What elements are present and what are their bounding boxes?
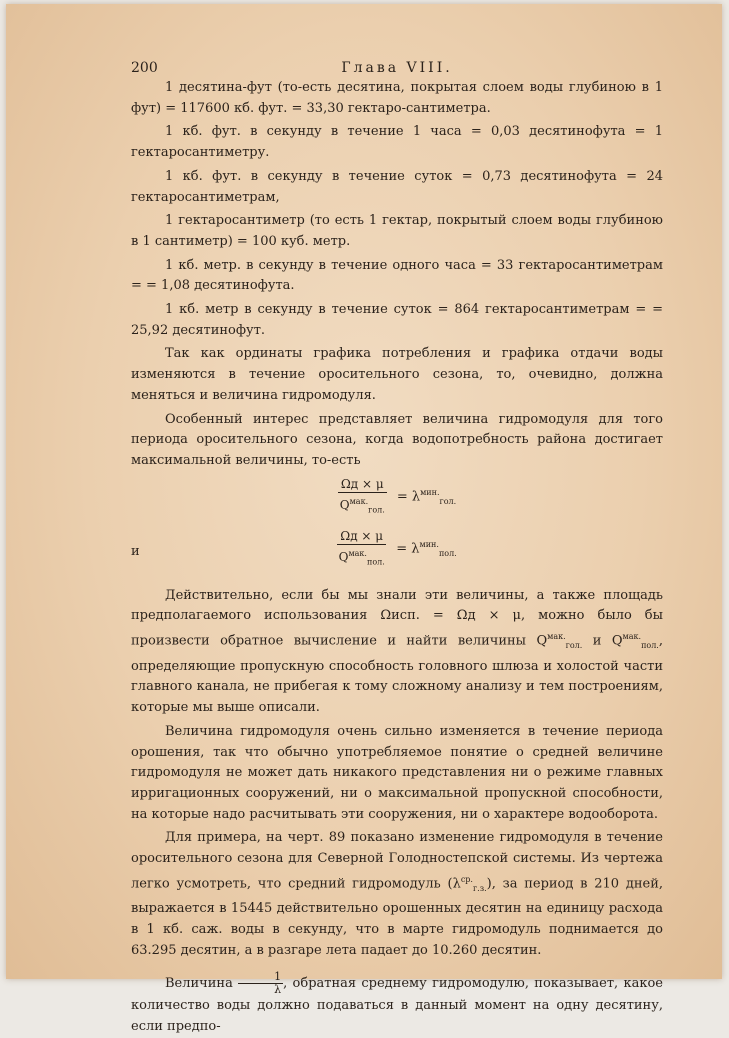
paragraph-reciprocal: Величина $\frac{1}{\lambda}$ , обратная среднему гидромодулю, показывает, какое количество воды должно подаваться в данный момент на одну десятину, если предпо- <box>131 970 663 1035</box>
page-header <box>131 54 663 78</box>
paragraph-kb-metr-hour: 1 кб. метр. в секунду в течение одного часа = 33 гектаросантиметрам = = 1,08 десятинофута. <box>131 257 663 294</box>
paragraph-kb-fut-hour: 1 кб. фут. в секунду в течение 1 часа = 0,03 десятинофута = 1 гектаросантиметру. <box>131 124 663 161</box>
book-page <box>6 4 722 1035</box>
formula-head <box>131 476 663 526</box>
paragraph-kb-metr-day: 1 кб. метр в секунду в течение суток = 864 гектаросантиметрам = = 25,92 десятинофут. <box>131 302 663 338</box>
formula-head-result: = $\lambda^{мин.}_{гол.}$ <box>396 487 457 506</box>
formula-head-numerator: Ωд × μ <box>338 476 387 493</box>
chapter-title: Глава VIII. <box>341 60 453 76</box>
paragraph-desyatina-fut: 1 десятина-фут (то-есть десятина, покрытая слоем воды глубиною в 1 фут) = 117600 кб. фут. = 33,30 гектаро-сантиметра. <box>131 80 663 116</box>
conjunction-and: и <box>131 543 140 559</box>
formula-field-fraction <box>337 528 386 571</box>
paragraph-ordinates: Так как ординаты графика потребления и графика отдачи воды изменяются в течение оросительного сезона, то, очевидно, должна меняться и величина гидромодуля. <box>131 346 663 403</box>
paragraph-variation: Величина гидромодуля очень сильно изменяется в течение периода орошения, так что обычно употребляемое понятие о средней величине гидромодуля не может дать никакого представления ни о режиме главных ирригационных сооружений, ни о максимальной пропускной способности, на которые надо расчитывать эти сооружения, ни о характере водооборота. <box>131 723 663 822</box>
formula-head-fraction <box>338 476 387 519</box>
reciprocal-fraction: $\frac{1}{\lambda}$ <box>238 971 283 996</box>
formula-head-denominator: $Q^{мак.}_{гол.}$ <box>339 496 385 515</box>
formula-field-numerator: Ωд × μ <box>337 528 386 545</box>
paragraph-kb-fut-day: 1 кб. фут. в секунду в течение суток = 0,73 десятинофута = 24 гектаросантиметрам, <box>131 168 663 205</box>
paragraph-indeed: Действительно, если бы мы знали эти величины, а также площадь предполагаемого использования Ωисп. = Ωд × μ, можно было бы произвести обратное вычисление и найти величины $Q^{мак.}_{гол.}$ и $Q^{мак.}_{пол.}$, определяющие пропускную способность головного шлюза и холостой части главного канала, не прибегая к тому сложному анализу и тем построениям, которые мы выше описали. <box>131 587 663 716</box>
formula-field <box>131 528 663 578</box>
paragraph-interest: Особенный интерес представляет величина гидромодуля для того периода оросительного сезона, когда водопотребность района достигает максимальной величины, то-есть <box>131 411 663 468</box>
page-number: 200 <box>131 60 158 76</box>
formula-field-result: = $\lambda^{мин.}_{пол.}$ <box>396 539 457 558</box>
page-text <box>131 54 663 1038</box>
formula-field-denominator: $Q^{мак.}_{пол.}$ <box>338 548 385 567</box>
paragraph-example: Для примера, на черт. 89 показано изменение гидромодуля в течение оросительного сезона для Северной Голодностепской системы. Из чертежа легко усмотреть, что средний гидромодуль $(\lambda^{ср.}_{г.з.})$, за период в 210 дней, выражается в 15445 действительно орошенных десятин на единицу расхода в 1 кб. саж. воды в секунду, что в марте гидромодуль поднимается до 63.295 десятин, а в разгаре лета падает до 10.260 десятин. <box>131 830 663 958</box>
paragraph-hectare-cm: 1 гектаросантиметр (то есть 1 гектар, покрытый слоем воды глубиною в 1 сантиметр) = 100 куб. метр. <box>131 213 663 249</box>
